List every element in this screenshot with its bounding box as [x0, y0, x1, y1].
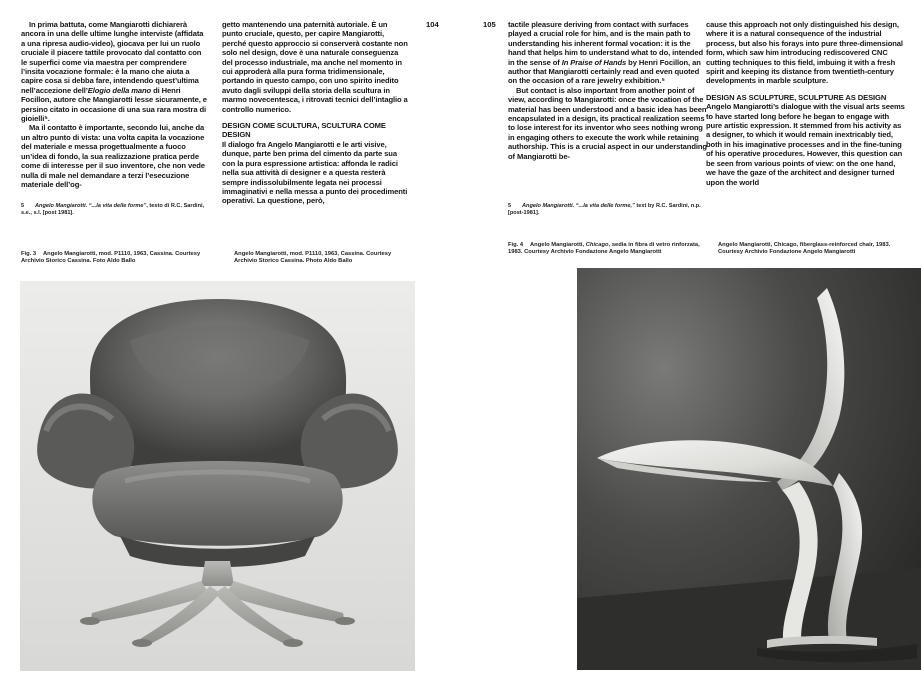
left-col1-paragraph-1: In prima battuta, come Mangiarotti dichiarerà ancora in una delle ultime lunghe interviste (affidata a una ripresa audio-video), giocava per lui un ruolo cruciale il piacere tattile provocato dal contatto con le superfici come via maestra per comprendere l’insita vocazione formale: è la mano che aiuta a capire cosa si debba fare, intendendo quest’ultima nell’accezione dell’Elogio della mano di Henri Focillon, autore che Mangiarotti lesse sicuramente, e persino citato in occasione di una sua rara mostra di gioielli⁵. [21, 20, 207, 124]
chicago-chair-photo [577, 268, 921, 670]
left-col2-paragraph-2: Il dialogo fra Angelo Mangiarotti e le arti visive, dunque, parte ben prima del cimento da parte sua con la pura espressione artistica: affonda le radici nella sua attività di designer e a questa resterà sempre indissolubilmente legata nei processi immaginativi e nella messa a punto dei procedimenti operativi. La questione, però, [222, 139, 408, 206]
right-column-2 [706, 20, 906, 187]
right-caption-english: Angelo Mangiarotti, Chicago, fiberglass-reinforced chair, 1983. Courtesy Archivio Fondazione Angelo Mangiarotti [718, 242, 891, 256]
page-number-left: 104 [426, 20, 439, 29]
left-col1-paragraph-2: Ma il contatto è importante, secondo lui, anche da un altro punto di vista: una volta capita la vocazione del materiale e messa progettualmente a fuoco un’idea di fondo, la sua realizzazione pratica perde come di interesse per il suo inventore, che non vede nulla di male nel demandare a terzi l’esecuzione materiale dell’og- [21, 123, 205, 189]
right-section-heading: DESIGN AS SCULPTURE, SCULPTURE AS DESIGN [706, 92, 887, 102]
left-column-2 [222, 20, 410, 206]
left-caption-english: Angelo Mangiarotti, mod. P1110, 1963, Cassina. Courtesy Archivio Storico Cassina. Photo Aldo Ballo [234, 251, 392, 265]
page-number-right: 105 [483, 20, 496, 29]
page-gutter [415, 268, 577, 281]
right-column-1 [508, 20, 708, 161]
left-section-heading: DESIGN COME SCULTURA, SCULTURA COME DESIGN [222, 121, 386, 140]
left-col2-paragraph-1: getto mantenendo una paternità autoriale. È un punto cruciale, questo, per capire Mangiarotti, perché questo approccio si conserverà costante non solo nel design, dove è una naturale conseguenza del processo industriale, ma anche nel momento in cui approderà alla pura forma tridimensionale, portando in questo campo, con uno spirito inedito avuto dagli sviluppi della storia della scultura in marmo novecentesca, i ritrovati tecnici dell’intaglio a controllo numerico. [222, 20, 408, 114]
right-caption-italian: Fig. 4 Angelo Mangiarotti, Chicago, sedia in fibra di vetro rinforzata, 1983. Courtesy Archivio Fondazione Angelo Mangiarotti [508, 242, 700, 256]
chicago-chair-illustration [577, 268, 921, 670]
armchair-illustration [20, 281, 415, 671]
left-caption-italian: Fig. 3 Angelo Mangiarotti, mod. P1110, 1963, Cassina. Courtesy Archivio Storico Cassina. Foto Aldo Ballo [21, 251, 201, 265]
left-footnote: 5 Angelo Mangiarotti. “...la vita delle forme”, testo di R.C. Sardini, s.e., s.l. [post 1981]. [21, 203, 205, 216]
right-col1-paragraph-2: But contact is also important from another point of view, according to Mangiarotti: once the vocation of the material has been understood and a basic idea has been encapsulated in a design, its practical realization seems to lose interest for its inventor who sees nothing wrong in engaging others to execute the work while retaining authorship. This is a crucial aspect in our understanding of Mangiarotti be- [508, 85, 707, 161]
right-footnote: 5 Angelo Mangiarotti. “...la vita delle forme,” text by R.C. Sardini, n.p. [post-1981]. [508, 203, 701, 216]
right-col2-paragraph-1: cause this approach not only distinguished his design, where it is a natural consequence of the industrial process, but also his forays into pure three-dimensional form, which saw him introducing rediscovered CNC cutting techniques to this field, imbuing it with a fresh spirit and keeping its distance from twentieth-century developments in marble sculpture. [706, 20, 903, 86]
left-column-1 [21, 20, 209, 189]
armchair-photo [20, 281, 415, 671]
right-col2-paragraph-2: Angelo Mangiarotti’s dialogue with the visual arts seems to have started long before he began to engage with pure artistic expression. It stemmed from his activity as a designer, to which it would remain inextricably tied, both in his imaginative processes and in the fine-tuning of his operative procedures. However, this question can be seen from various points of view: on the one hand, we have the gaze of the architect and designer turned upon the world [706, 102, 905, 187]
right-col1-paragraph-1: tactile pleasure deriving from contact with surfaces played a crucial role for him, and is the main path to understanding his inherent formal vocation: it is the hand that helps him to understand what to do, intended in the sense of In Praise of Hands by Henri Focillon, an author that Mangiarotti certainly read and even quoted on the occasion of a rare jewelry exhibition.⁵ [508, 20, 703, 86]
